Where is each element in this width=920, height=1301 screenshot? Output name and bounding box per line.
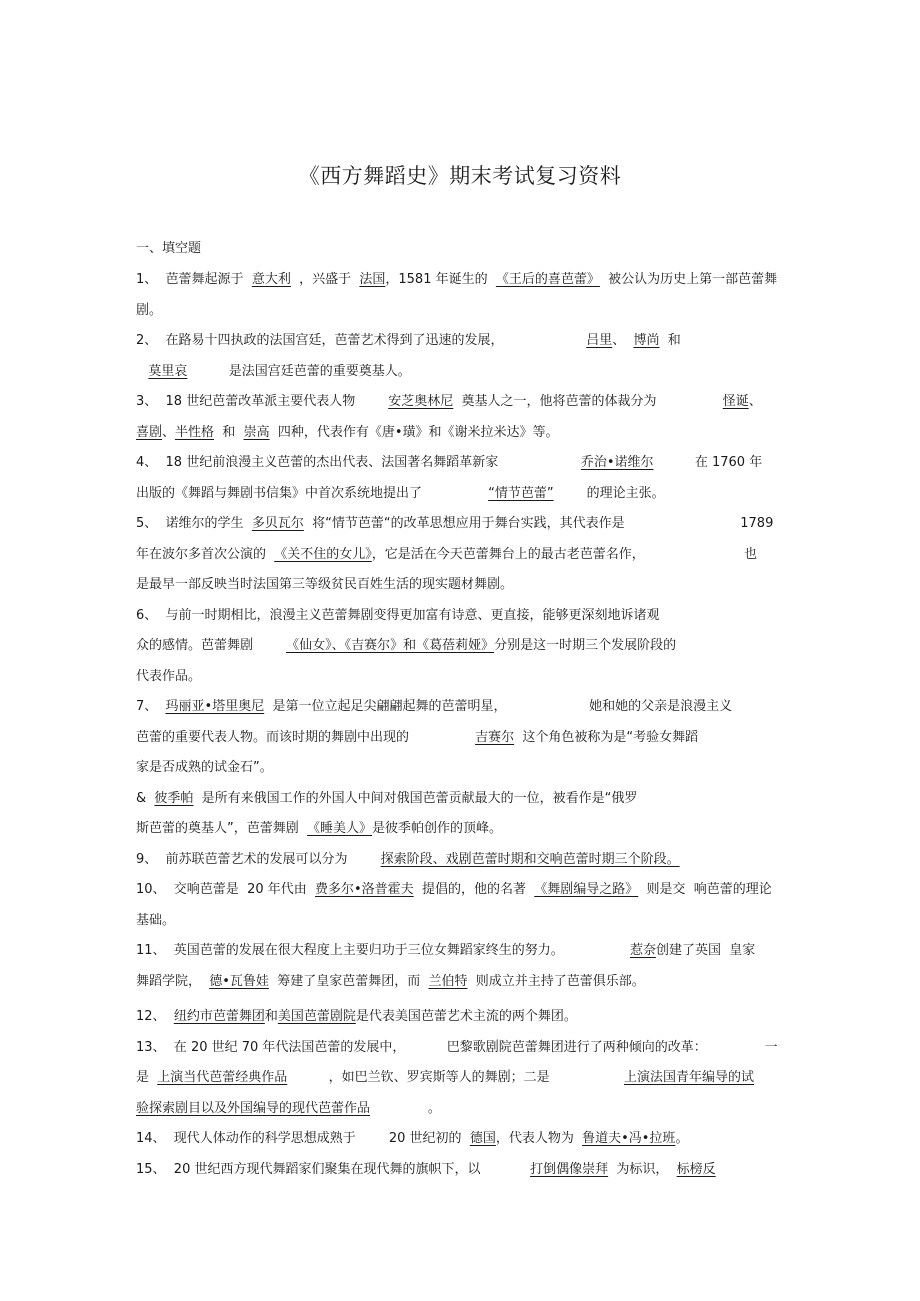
- line-text: &: [136, 791, 155, 806]
- answer-text: 费多尔•洛普霍夫: [315, 882, 414, 897]
- text-line: [136, 942, 755, 960]
- line-text: 14、 现代人体动作的科学思想成熟于 20 世纪初的: [136, 1131, 470, 1146]
- line-text: 是: [136, 1070, 158, 1085]
- text-line: [136, 698, 732, 716]
- line-text: 4、 18 世纪前浪漫主义芭蕾的杰出代表、法国著名舞蹈革新家: [136, 455, 581, 470]
- text-line: [136, 546, 757, 564]
- answer-text: 意大利: [251, 272, 291, 287]
- answer-text: 德国: [469, 1131, 496, 1146]
- text-line: [136, 363, 411, 381]
- text-line: [136, 851, 680, 869]
- answer-text: 鲁道夫•冯•拉班: [582, 1131, 676, 1146]
- line-text: 年在波尔多首次公演的: [136, 547, 275, 562]
- text-line: [136, 607, 660, 625]
- text-line: [136, 729, 698, 747]
- answer-text: 探索阶段、戏剧芭蕾时期和交响芭蕾时期三个阶段。: [380, 852, 680, 867]
- line-text: 则成立并主持了芭蕾俱乐部。: [467, 974, 645, 989]
- answer-text: 惹奈: [629, 943, 656, 958]
- answer-text: 纽约市芭蕾舞团: [173, 1009, 265, 1024]
- line-text: ，如巴兰钦、罗宾斯等人的舞剧；二是: [287, 1070, 624, 1085]
- text-line: [136, 790, 637, 808]
- line-text: 筹建了皇家芭蕾舞团，而: [268, 974, 429, 989]
- line-text: 6、 与前一时期相比，浪漫主义芭蕾舞剧变得更加富有诗意、更直接，能够更深刻地诉诸观: [136, 608, 660, 623]
- line-text: 是第一位立起足尖翩翩起舞的芭蕾明星， 她和她的父亲是浪漫主义: [264, 699, 733, 714]
- line-text: 10、 交响芭蕾是 20 年代由: [136, 882, 316, 897]
- line-text: 四种，代表作有《唐•璜》和《谢米拉米达》等。: [269, 425, 559, 440]
- line-text: 出版的《舞蹈与舞剧书信集》中首次系统地提出了: [136, 486, 489, 501]
- line-text: 是最早一部反映当时法国第三等级贫民百姓生活的现实题材舞剧。: [136, 577, 514, 592]
- line-text: 家是否成熟的试金石”。: [136, 760, 273, 775]
- text-line: [136, 1008, 577, 1026]
- line-text: 和: [264, 1009, 278, 1024]
- answer-text: 彼季帕: [154, 791, 194, 806]
- answer-text: 喜剧: [136, 425, 163, 440]
- text-line: [136, 485, 665, 503]
- line-text: 15、 20 世纪西方现代舞蹈家们聚集在现代舞的旗帜下，以: [136, 1162, 531, 1177]
- text-line: [136, 1161, 716, 1179]
- line-text: 7、: [136, 699, 166, 714]
- text-line: [136, 637, 676, 655]
- answer-text: 美国芭蕾剧院: [277, 1009, 356, 1024]
- text-line: [136, 1130, 688, 1148]
- line-text: ，它是活在今天芭蕾舞台上的最古老芭蕾名作， 也: [371, 547, 757, 562]
- line-text: ，兴盛于: [290, 272, 360, 287]
- line-text: 分别是这一时期三个发展阶段的: [494, 638, 677, 653]
- line-text: 、: [162, 425, 176, 440]
- line-text: 为标识，: [608, 1162, 677, 1177]
- text-line: [136, 332, 681, 350]
- line-text: 、: [612, 333, 634, 348]
- line-text: 众的感情。芭蕾舞剧: [136, 638, 287, 653]
- answer-text: 上演法国青年编导的试: [624, 1070, 755, 1085]
- text-line: [136, 912, 175, 930]
- line-text: 。: [675, 1131, 689, 1146]
- line-text: 是彼季帕创作的顶峰。: [372, 821, 503, 836]
- line-text: 12、: [136, 1009, 174, 1024]
- line-text: 9、 前苏联芭蕾艺术的发展可以分为: [136, 852, 381, 867]
- answer-text: 崇高: [243, 425, 270, 440]
- answer-text: 《王后的喜芭蕾》: [495, 272, 600, 287]
- text-line: [136, 302, 162, 320]
- line-text: 这个角色被称为是“考验女舞蹈: [514, 730, 699, 745]
- answer-text: 《关不住的女儿》: [274, 547, 372, 562]
- text-line: [136, 393, 762, 411]
- line-text: 斯芭蕾的奠基人”，芭蕾舞剧: [136, 821, 307, 836]
- line-text: 基础。: [136, 913, 176, 928]
- answer-text: 安芝奥林尼: [388, 394, 454, 409]
- answer-text: 法国: [359, 272, 386, 287]
- text-line: [136, 881, 772, 899]
- answer-text: 《睡美人》: [307, 821, 373, 836]
- section-heading: 一、填空题: [136, 241, 202, 256]
- line-text: 创建了英国 皇家: [655, 943, 756, 958]
- line-text: 将“情节芭蕾“的改革思想应用于舞台实践，其代表作是 1789: [303, 516, 774, 531]
- text-line: [136, 515, 773, 533]
- answer-text: 多贝瓦尔: [251, 516, 304, 531]
- page-title: 《西方舞蹈史》期末考试复习资料: [298, 164, 622, 188]
- text-line: [136, 1069, 754, 1087]
- line-text: ，1581 年诞生的: [385, 272, 496, 287]
- answer-text: 乔治•诺维尔: [580, 455, 654, 470]
- text-line: [136, 454, 762, 472]
- answer-text: 打倒偶像崇拜: [530, 1162, 609, 1177]
- text-line: [136, 1100, 441, 1118]
- text-line: [136, 820, 502, 838]
- line-text: 提倡的，他的名著: [413, 882, 535, 897]
- answer-text: 莫里哀: [148, 364, 188, 379]
- line-text: 奠基人之一，他将芭蕾的体裁分为: [453, 394, 723, 409]
- line-text: 舞蹈学院，: [136, 974, 210, 989]
- line-text: 是法国宫廷芭蕾的重要奠基人。: [187, 364, 411, 379]
- line-text: 1、 芭蕾舞起源于: [136, 272, 252, 287]
- line-text: 代表作品。: [136, 669, 202, 684]
- line-text: 3、 18 世纪芭蕾改革派主要代表人物: [136, 394, 389, 409]
- answer-text: 兰伯特: [428, 974, 468, 989]
- text-line: [136, 759, 273, 777]
- text-line: [136, 973, 645, 991]
- line-text: 。: [370, 1101, 441, 1116]
- text-line: [136, 1039, 778, 1057]
- line-text: 则是交 响芭蕾的理论: [638, 882, 772, 897]
- line-text: 是代表美国芭蕾艺术主流的两个舞团。: [355, 1009, 577, 1024]
- line-text: 的理论主张。: [553, 486, 665, 501]
- answer-text: 《舞剧编导之路》: [534, 882, 639, 897]
- line-text: 2、 在路易十四执政的法国宫廷，芭蕾艺术得到了迅速的发展，: [136, 333, 587, 348]
- answer-text: 吉赛尔: [475, 730, 515, 745]
- answer-text: 《仙女》、《吉赛尔》和《葛蓓莉娅》: [286, 638, 495, 653]
- answer-text: 验探索剧目以及外国编导的现代芭蕾作品: [136, 1101, 371, 1116]
- line-text: 和: [214, 425, 244, 440]
- line-text: 是所有来俄国工作的外国人中间对俄国芭蕾贡献最大的一位，被看作是“俄罗: [193, 791, 638, 806]
- line-text: ，代表人物为: [495, 1131, 583, 1146]
- text-line: [136, 424, 559, 442]
- text-line: [136, 668, 201, 686]
- line-text: 、: [748, 394, 762, 409]
- text-line: [136, 271, 777, 289]
- text-line: [136, 576, 513, 594]
- line-text: 芭蕾的重要代表人物。而该时期的舞剧中出现的: [136, 730, 476, 745]
- answer-text: 德•瓦鲁娃: [209, 974, 269, 989]
- line-text: 11、 英国芭蕾的发展在很大程度上主要归功于三位女舞蹈家终生的努力。: [136, 943, 630, 958]
- answer-text: 吕里: [586, 333, 613, 348]
- answer-text: 标榜反: [676, 1162, 716, 1177]
- line-text: 被公认为历史上第一部芭蕾舞: [599, 272, 778, 287]
- answer-text: 怪诞: [722, 394, 749, 409]
- answer-text: 玛丽亚•塔里奥尼: [165, 699, 265, 714]
- line-text: 13、 在 20 世纪 70 年代法国芭蕾的发展中， 巴黎歌剧院芭蕾舞团进行了两种倾向的改革： 一: [136, 1040, 778, 1055]
- line-text: 5、 诺维尔的学生: [136, 516, 252, 531]
- line-text: 和: [659, 333, 681, 348]
- line-text: 剧。: [136, 303, 163, 318]
- answer-text: 博尚: [633, 333, 660, 348]
- line-text: 在 1760 年: [653, 455, 763, 470]
- answer-text: 半性格: [175, 425, 215, 440]
- answer-text: 上演当代芭蕾经典作品: [157, 1070, 288, 1085]
- line-text: [136, 364, 148, 379]
- answer-text: “情节芭蕾”: [488, 486, 554, 501]
